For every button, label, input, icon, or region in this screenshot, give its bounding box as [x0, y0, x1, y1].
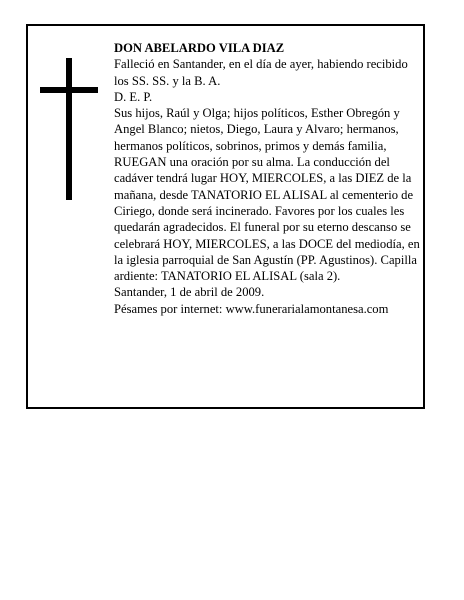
family-list: Sus hijos, Raúl y Olga; hijos políticos, Esther Obregón y Angel Blanco; nietos, Diego, Laura y Alvaro; hermanos, hermanos políticos, sobrinos, primos y demás familia, [114, 106, 400, 153]
cross-vertical-bar [66, 58, 72, 200]
obituary-notice [26, 24, 425, 409]
deceased-name: DON ABELARDO VILA DIAZ [114, 41, 285, 55]
cross-horizontal-bar [40, 87, 98, 93]
place-date: Santander, 1 de abril de 2009. [114, 285, 265, 300]
service-details: RUEGAN una oración por su alma. La conducción del cadáver tendrá lugar HOY, MIERCOLES, a las DIEZ de la mañana, desde TANATORIO EL ALISAL al cementerio de Ciriego, donde será incinerado. Favores por los cuales les quedarán agradecidos. El funeral por su eterno descanso se celebrará HOY, MIERCOLES, a las DOCE del mediodía, en la iglesia parroquial de San Agustín (PP. Agustinos). Capilla ardiente: TANATORIO EL ALISAL (sala 2). [114, 155, 420, 284]
death-announcement: Falleció en Santander, en el día de ayer, habiendo recibido los SS. SS. y la B. A. [114, 57, 408, 88]
cross-icon [40, 58, 98, 200]
condolences-website: Pésames por internet: www.funerarialamontanesa.com [114, 301, 389, 316]
notice-text [114, 40, 420, 317]
rest-in-peace-line: D. E. P. [114, 89, 153, 104]
